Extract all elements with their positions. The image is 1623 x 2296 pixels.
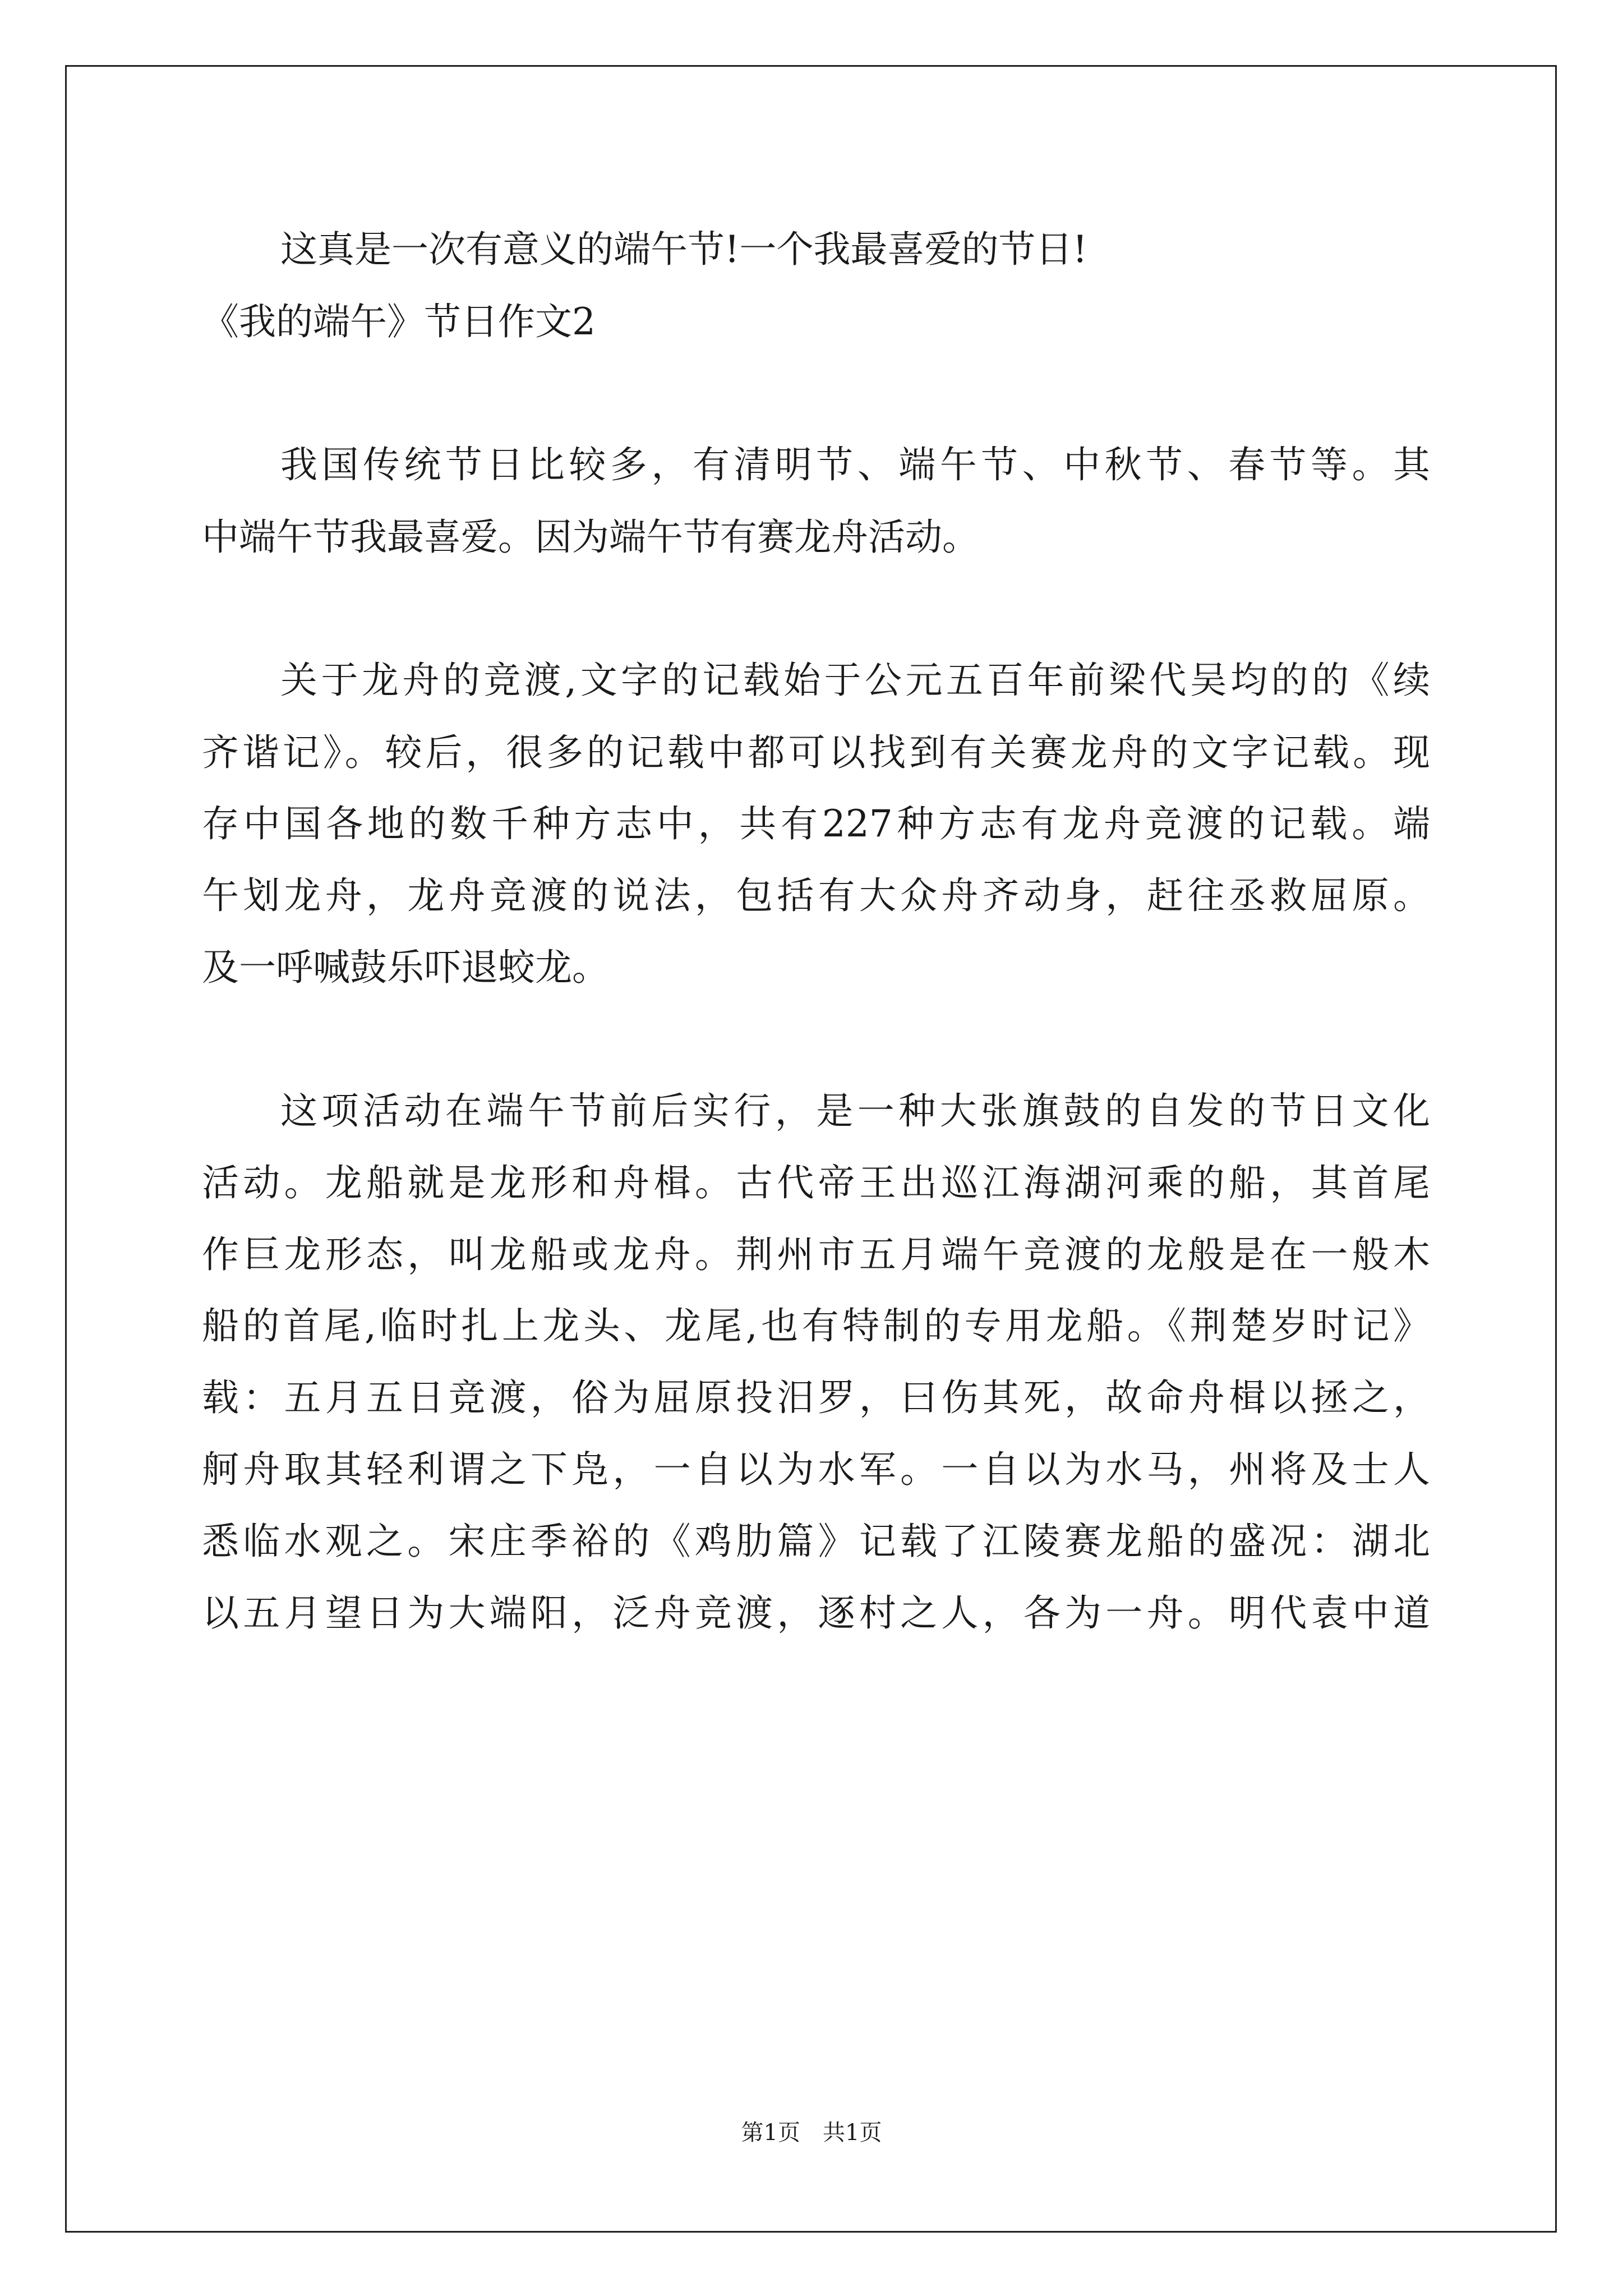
page-border: [65, 65, 1557, 2233]
text-line-11: 活动。龙船就是龙形和舟楫。古代帝王出巡江海湖河乘的船，其首尾: [202, 1161, 1430, 1204]
text-line-8: 午划龙舟，龙舟竞渡的说法，包括有大众舟齐动身，赶往丞救屈原。: [202, 874, 1430, 917]
text-line-1: 这真是一次有意义的端午节!一个我最喜爱的节日!: [280, 228, 1088, 271]
page-footer: 第1页 共1页: [741, 2120, 882, 2146]
text-line-4: 中端午节我最喜爱。因为端午节有赛龙舟活动。: [202, 516, 979, 559]
text-line-5: 关于龙舟的竞渡,文字的记载始于公元五百年前梁代吴均的的《续: [280, 659, 1430, 702]
section-heading: 《我的端午》节日作文2: [202, 300, 596, 343]
text-line-6: 齐谐记》。较后，很多的记载中都可以找到有关赛龙舟的文字记载。现: [202, 731, 1430, 774]
text-line-17: 以五月望日为大端阳，泛舟竞渡，逐村之人，各为一舟。明代袁中道: [202, 1591, 1430, 1635]
text-line-10: 这项活动在端午节前后实行，是一种大张旗鼓的自发的节日文化: [280, 1089, 1430, 1133]
text-line-16: 悉临水观之。宋庄季裕的《鸡肋篇》记载了江陵赛龙船的盛况：湖北: [202, 1520, 1430, 1563]
text-line-3: 我国传统节日比较多，有清明节、端午节、中秋节、春节等。其: [280, 443, 1430, 486]
text-line-7: 存中国各地的数千种方志中，共有227种方志有龙舟竞渡的记载。端: [202, 802, 1430, 845]
text-line-14: 载：五月五日竞渡，俗为屈原投汨罗，曰伤其死，故命舟楫以拯之，: [202, 1376, 1430, 1419]
text-line-12: 作巨龙形态，叫龙船或龙舟。荆州市五月端午竞渡的龙般是在一般木: [202, 1233, 1430, 1276]
text-line-9: 及一呼喊鼓乐吓退蛟龙。: [202, 946, 609, 989]
text-line-13: 船的首尾,临时扎上龙头、龙尾,也有特制的专用龙船。《荆楚岁时记》: [202, 1304, 1430, 1347]
text-line-15: 舸舟取其轻利谓之下凫，一自以为水军。一自以为水马，州将及士人: [202, 1448, 1430, 1491]
